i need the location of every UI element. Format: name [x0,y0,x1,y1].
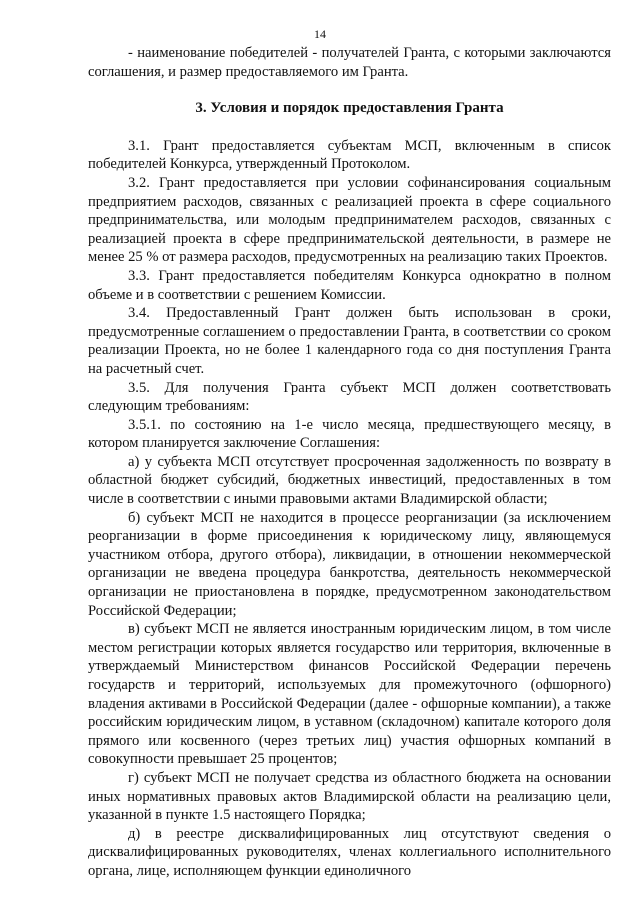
paragraph-3-5: 3.5. Для получения Гранта субъект МСП должен соответствовать следующим требованиям: [88,379,611,415]
subparagraph-d: д) в реестре дисквалифицированных лиц отсутствуют сведения о дисквалифицированных руководителях, членах коллегиального исполнительного органа, лице, исполняющем функции единоличного [88,825,611,879]
section-heading: 3. Условия и порядок предоставления Гранта [195,100,504,117]
intro-paragraph: - наименование победителей - получателей Гранта, с которыми заключаются соглашения, и размер предоставляемого им Гранта. [88,45,611,80]
document-body [88,44,611,881]
subparagraph-v: в) субъект МСП не является иностранным юридическим лицом, в том числе местом регистрации которых является государство или территория, включенные в утверждаемый Министерством финансов Российской Федерации перечень государств и территорий, используемых для промежуточного (офшорного) владения активами в Российской Федерации (далее - офшорные компании), а также российским юридическим лицом, в уставном (складочном) капитале которого доля прямого или косвенного (через третьих лиц) участия офшорных компаний в совокупности превышает 25 процентов; [88,621,611,768]
paragraph-3-5-1: 3.5.1. по состоянию на 1-е число месяца, предшествующего месяцу, в котором планируется заключение Соглашения: [88,416,611,452]
subparagraph-b: б) субъект МСП не находится в процессе реорганизации (за исключением реорганизации в форме присоединения к юридическому лицу, являющемуся участником отбора, другого отбора), ликвидации, в отношении некоммерческой организации не введена процедура банкротства, деятельность некоммерческой организации не приостановлена в порядке, предусмотренном законодательством Российской Федерации; [88,509,611,619]
paragraph-3-3: 3.3. Грант предоставляется победителям Конкурса однократно в полном объеме и в соответствии с решением Комиссии. [88,267,611,303]
page-number: 14 [314,27,326,41]
paragraph-3-4: 3.4. Предоставленный Грант должен быть использован в сроки, предусмотренные соглашением о предоставлении Гранта, в соответствии со сроком реализации Проекта, но не более 1 календарного года со дня поступления Гранта на расчетный счет. [88,305,611,377]
subparagraph-a: а) у субъекта МСП отсутствует просроченная задолженность по возврату в областной бюджет субсидий, бюджетных инвестиций, предоставленных в том числе в соответствии с иными правовыми актами Владимирской области; [88,453,611,508]
subparagraph-g: г) субъект МСП не получает средства из областного бюджета на основании иных нормативных правовых актов Владимирской области на реализацию цели, указанной в пункте 1.5 настоящего Порядка; [88,769,611,824]
paragraph-3-2: 3.2. Грант предоставляется при условии софинансирования социальным предприятием расходов, связанных с реализацией проекта в сфере социального предпринимательства, или молодым предпринимателем расходов, связанных с реализацией проекта в сфере предпринимательской деятельности, в размере не менее 25 % от размера расходов, предусмотренных на реализацию таких Проектов. [88,174,611,266]
paragraph-3-1: 3.1. Грант предоставляется субъектам МСП, включенным в список победителей Конкурса, утвержденный Протоколом. [88,137,611,173]
